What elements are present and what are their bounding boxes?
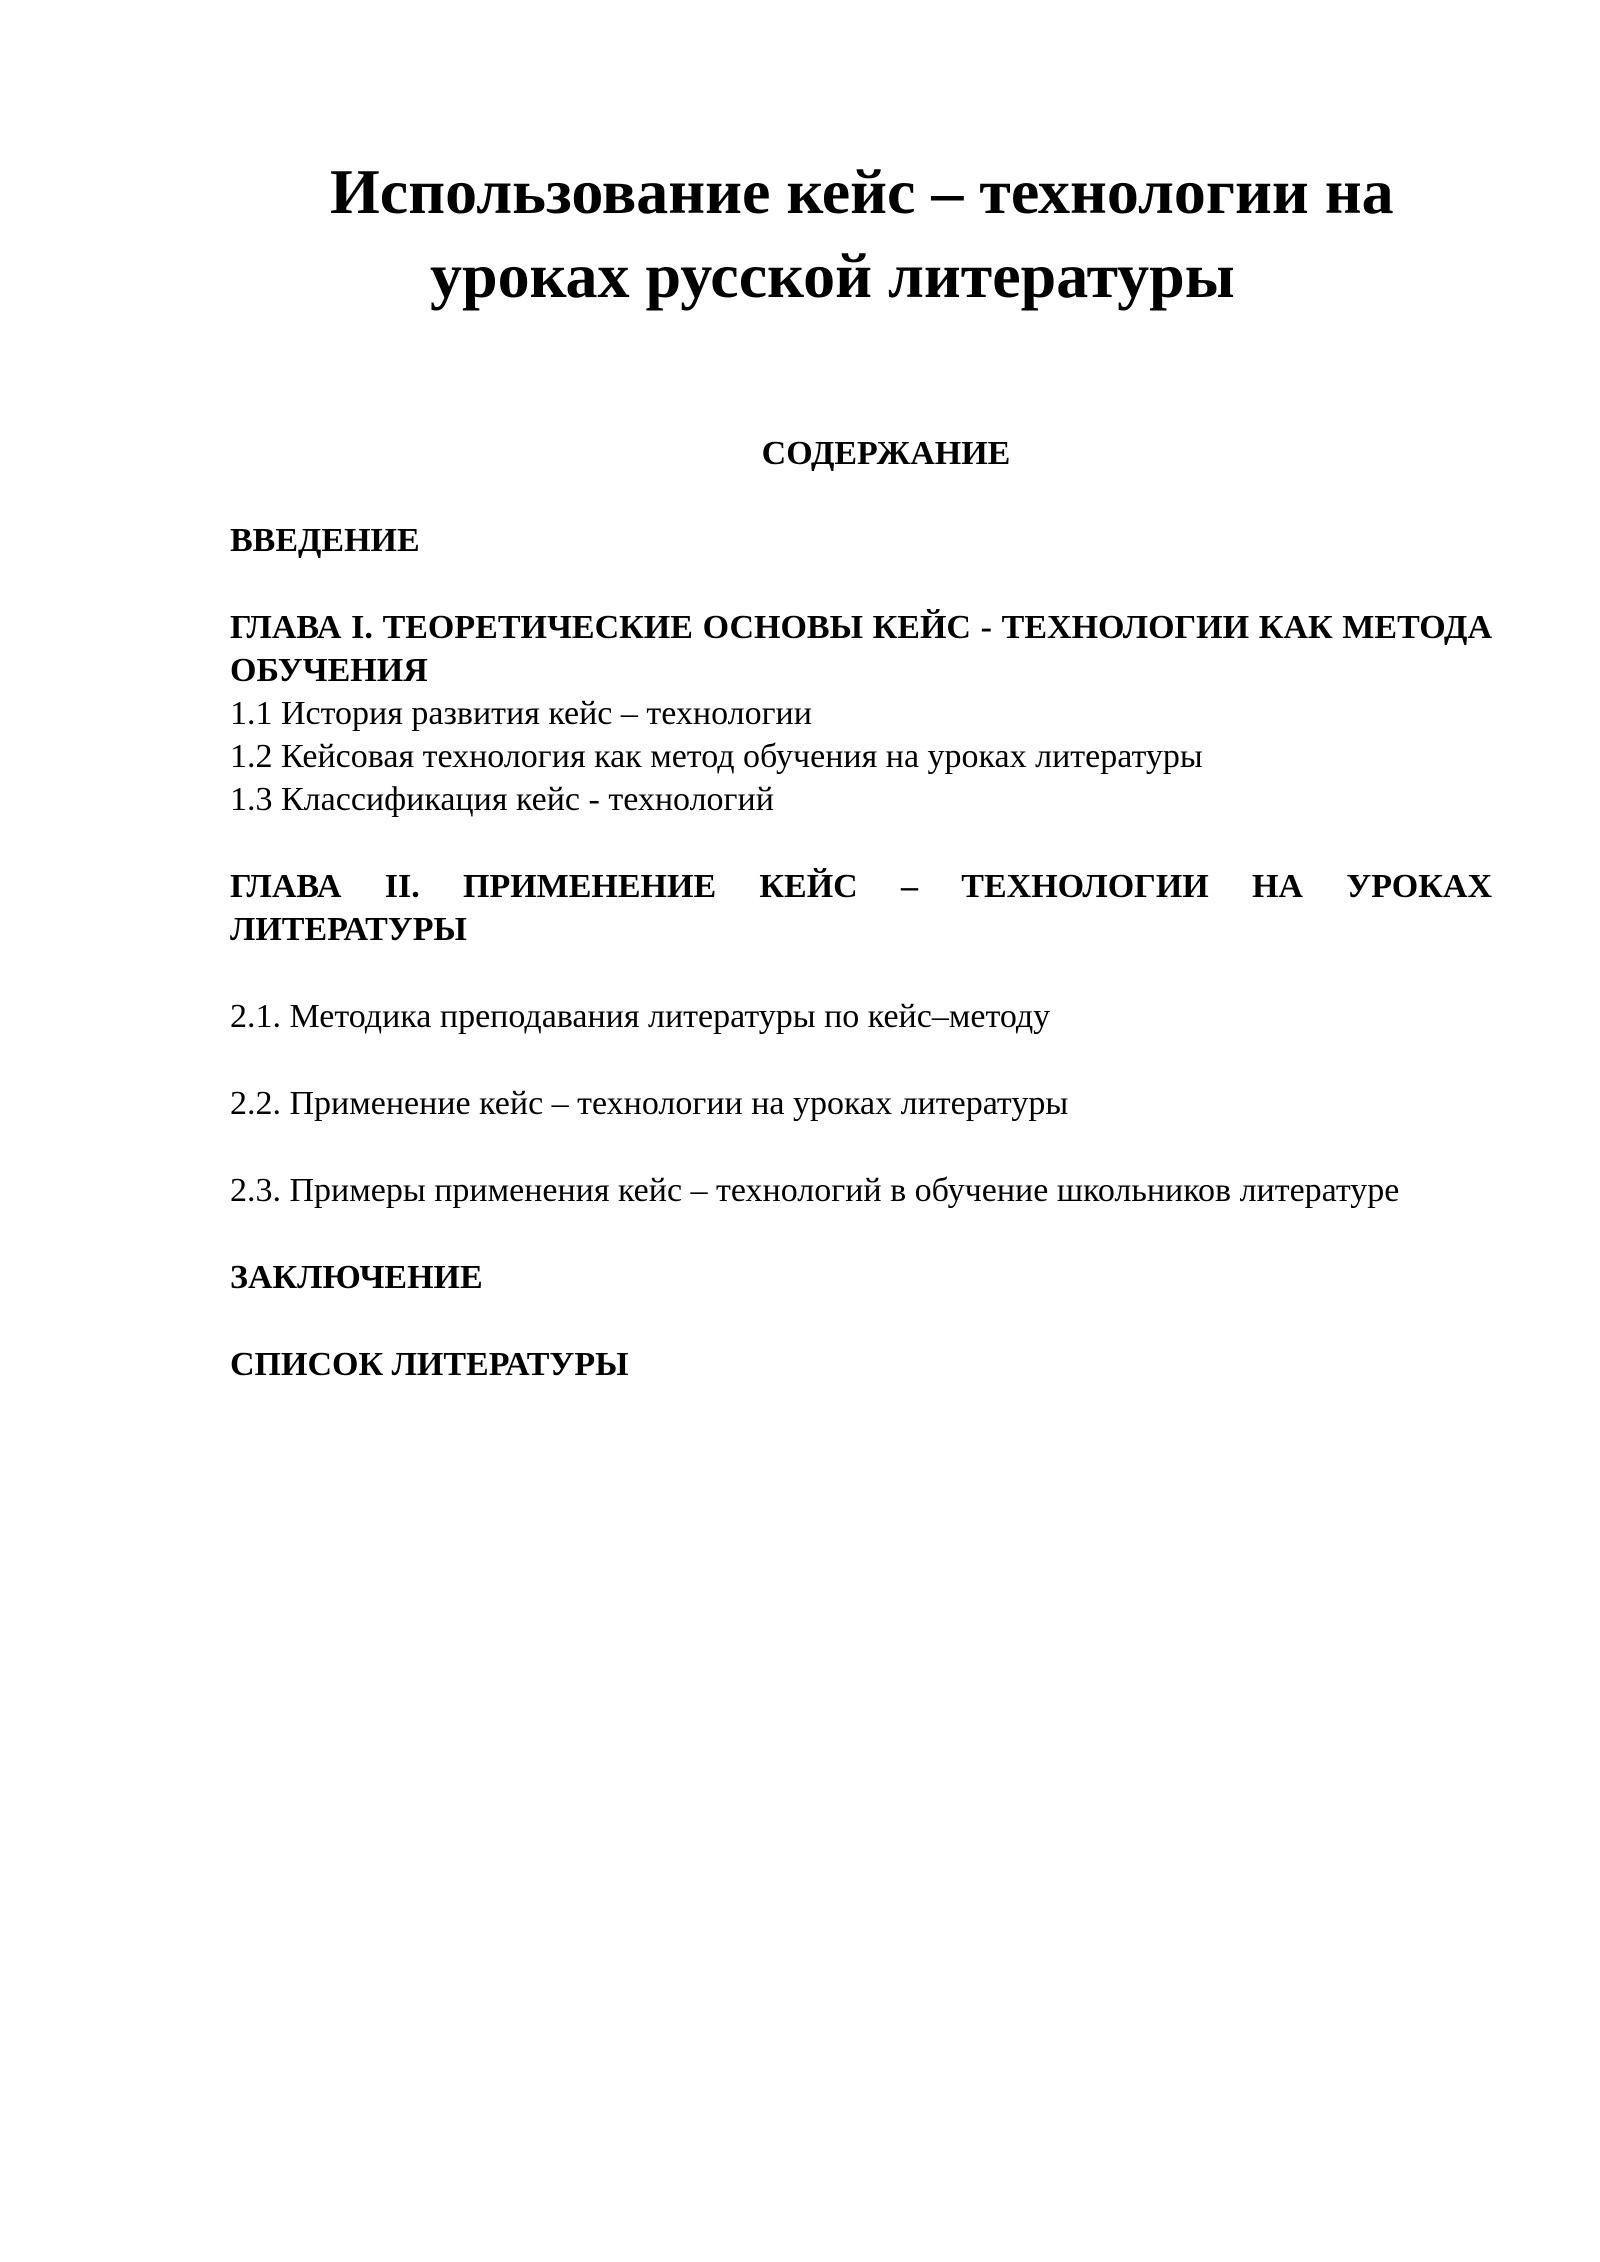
toc-conclusion: ЗАКЛЮЧЕНИЕ <box>230 1259 483 1296</box>
toc-item-1-1: 1.1 История развития кейс – технологии <box>230 695 812 732</box>
toc-chapter-1 <box>230 606 1492 821</box>
toc-item-1-3: 1.3 Классификация кейс - технологий <box>230 781 774 818</box>
toc-item-2-2: 2.2. Применение кейс – технологии на уроках литературы <box>230 1085 1069 1122</box>
document-title-line-2: уроках русской литературы <box>430 240 1235 311</box>
document-title-line-1: Использование кейс – технологии на <box>330 156 1394 227</box>
toc-chapter-1-title: ГЛАВА I. ТЕОРЕТИЧЕСКИЕ ОСНОВЫ КЕЙС - ТЕХНОЛОГИИ КАК МЕТОДА ОБУЧЕНИЯ <box>230 609 1492 689</box>
toc-chapter-2 <box>230 865 1492 1212</box>
toc-item-2-1: 2.1. Методика преподавания литературы по кейс–методу <box>230 998 1051 1035</box>
toc-introduction: ВВЕДЕНИЕ <box>230 522 420 559</box>
toc-chapter-2-title: ГЛАВА II. ПРИМЕНЕНИЕ КЕЙС – ТЕХНОЛОГИИ НА УРОКАХ ЛИТЕРАТУРЫ <box>230 868 1492 948</box>
table-of-contents <box>230 432 1492 1386</box>
document-title <box>330 150 1510 318</box>
toc-heading: СОДЕРЖАНИЕ <box>761 435 1011 472</box>
toc-item-2-3: 2.3. Примеры применения кейс – технологий в обучение школьников литературе <box>230 1172 1400 1209</box>
toc-item-1-2: 1.2 Кейсовая технология как метод обучения на уроках литературы <box>230 738 1203 775</box>
toc-references: СПИСОК ЛИТЕРАТУРЫ <box>230 1346 629 1383</box>
